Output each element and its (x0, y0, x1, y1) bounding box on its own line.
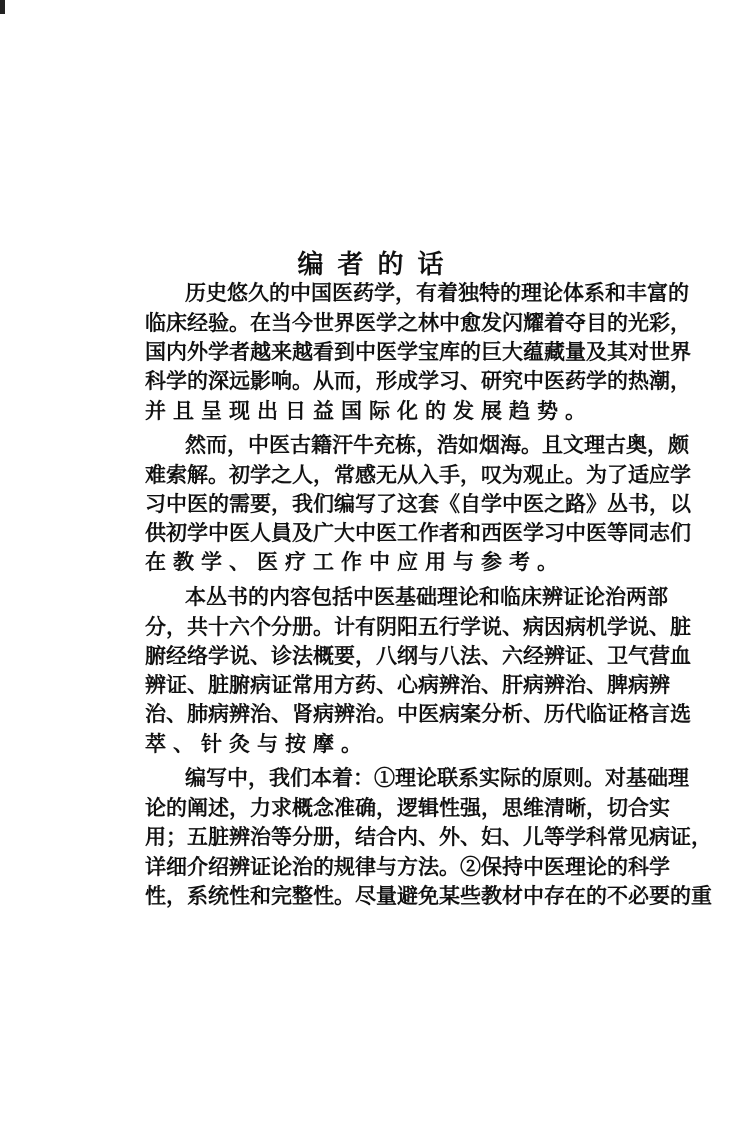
text-line: 供初学中医人員及广大中医工作者和西医学习中医等同志们 (145, 520, 691, 545)
text-line: 分，共十六个分册。计有阴阳五行学说、病因病机学说、脏 (145, 614, 691, 639)
text-line: 科学的深远影响。从而，形成学习、研究中医药学的热潮， (145, 368, 691, 393)
text-line: 详细介绍辨证论治的规律与方法。②保持中医理论的科学 (145, 854, 670, 879)
text-line: 用；五脏辨治等分册，结合内、外、妇、儿等学科常见病证， (145, 824, 712, 849)
text-line: 难索解。初学之人，常感无从入手，叹为观止。为了适应学 (145, 462, 691, 487)
text-line: 辨证、脏腑病证常用方药、心病辨治、肝病辨治、脾病辨 (145, 672, 670, 697)
text-line: 在教学、医疗工作中应用与参考。 (145, 549, 565, 574)
text-line: 萃、针灸与按摩。 (145, 731, 369, 756)
text-line: 论的阐述，力求概念准确，逻辑性强，思维清晰，切合实 (145, 795, 670, 820)
text-line: 习中医的需要，我们编写了这套《自学中医之路》丛书，以 (145, 491, 691, 516)
text-line: 编写中，我们本着：①理论联系实际的原则。对基础理 (185, 765, 689, 790)
scan-artifact (0, 0, 5, 14)
text-line: 性，系统性和完整性。尽量避免某些教材中存在的不必要的重 (145, 883, 712, 908)
text-line: 临床经验。在当今世界医学之林中愈发闪耀着夺目的光彩， (145, 310, 691, 335)
text-line: 并且呈现出日益国际化的发展趋势。 (145, 398, 593, 423)
text-line: 然而，中医古籍汗牛充栋，浩如烟海。且文理古奥，颇 (185, 432, 689, 457)
text-line: 历史悠久的中国医药学，有着独特的理论体系和丰富的 (185, 280, 689, 305)
text-line: 国内外学者越来越看到中医学宝库的巨大蕴藏量及其对世界 (145, 339, 691, 364)
page-title: 编者的话 (297, 250, 458, 280)
text-line: 本丛书的内容包括中医基础理论和临床辨证论治两部 (185, 584, 668, 609)
text-line: 治、肺病辨治、肾病辨治。中医病案分析、历代临证格言选 (145, 701, 691, 726)
text-line: 腑经络学说、诊法概要，八纲与八法、六经辨证、卫气营血 (145, 643, 691, 668)
